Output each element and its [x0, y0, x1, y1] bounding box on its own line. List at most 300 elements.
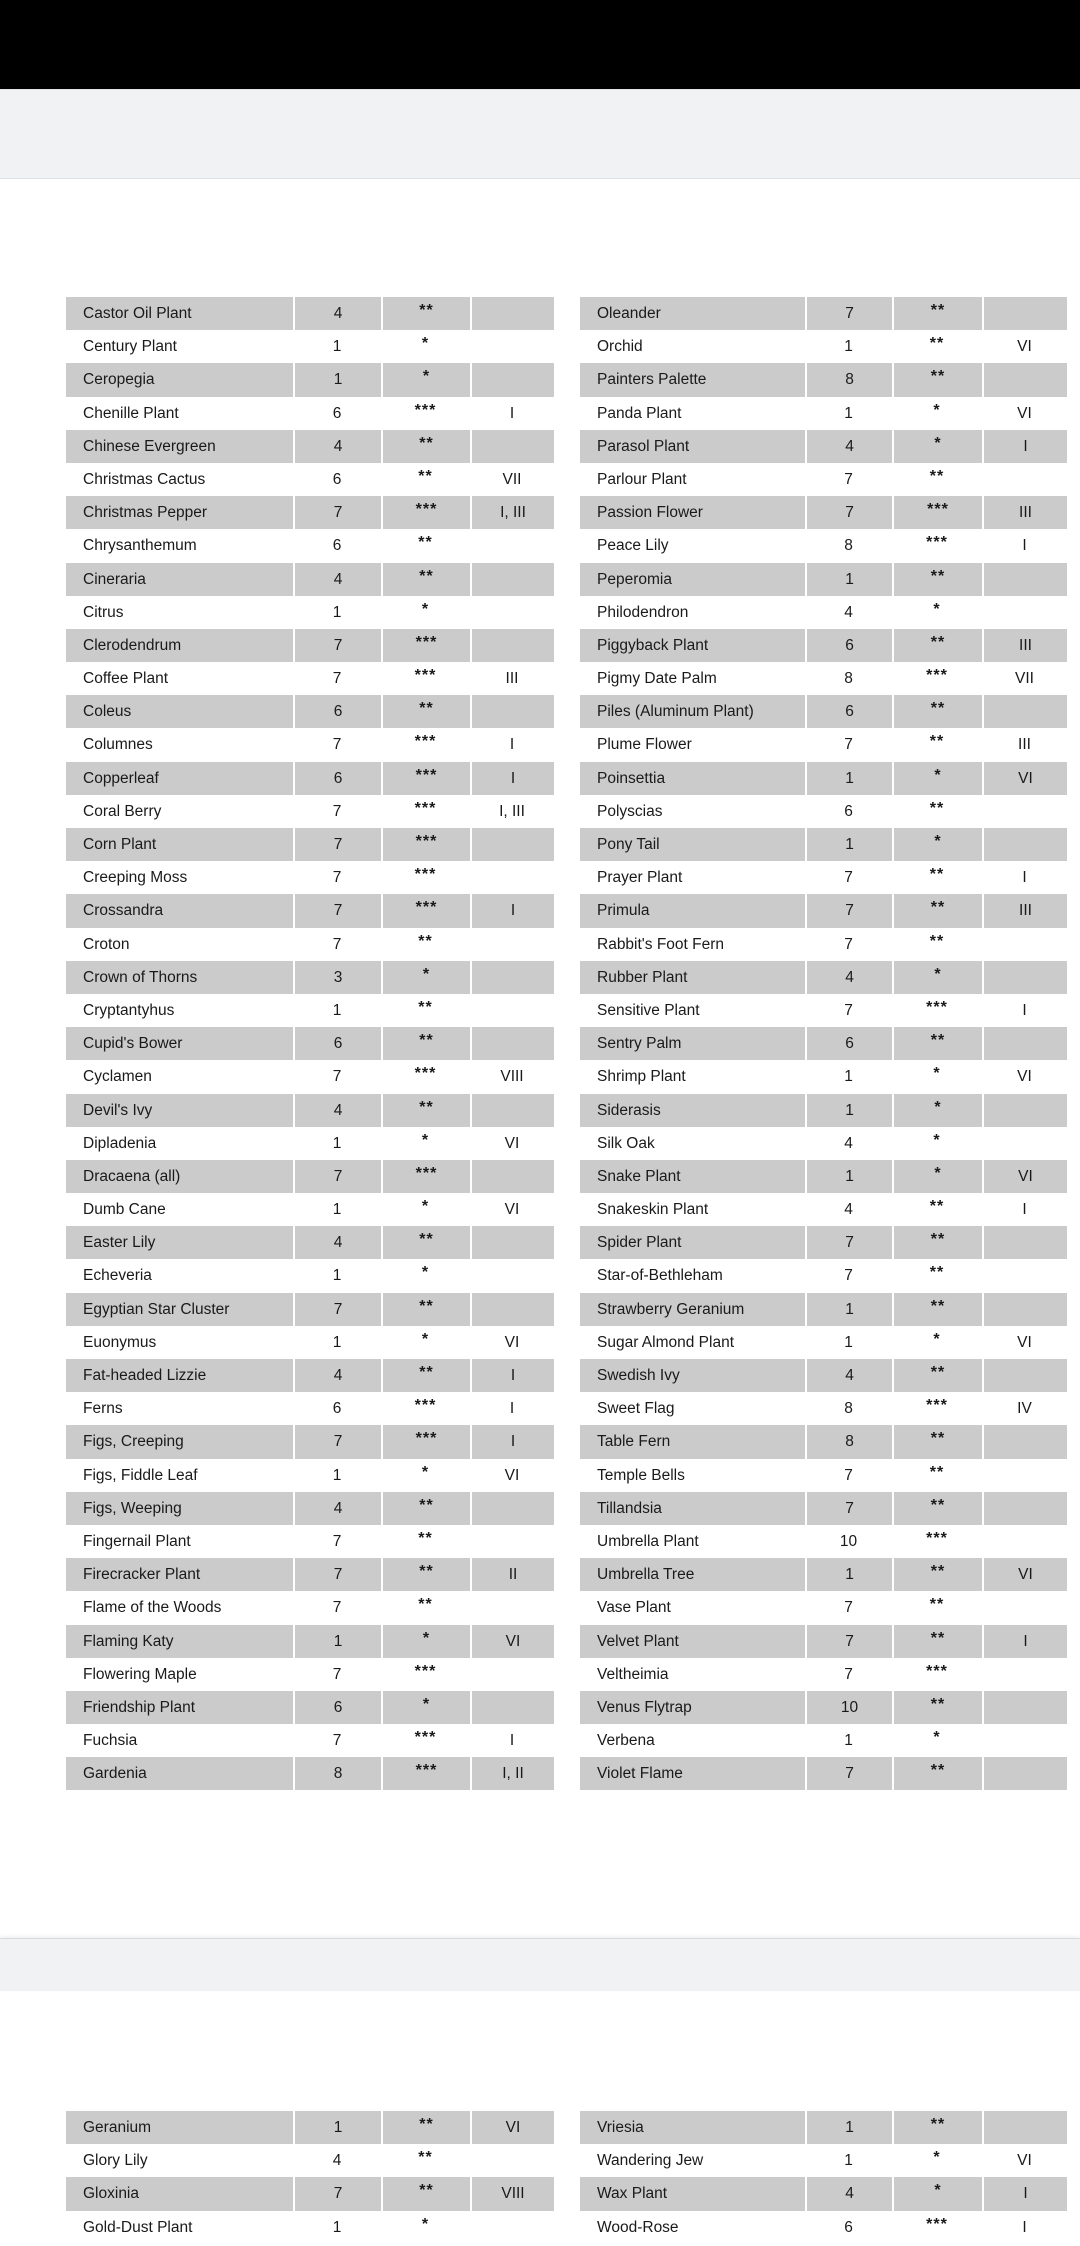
table-row [580, 1127, 1067, 1160]
plant-note: VI [982, 762, 1067, 795]
plant-name: Parlour Plant [597, 470, 687, 488]
table-row [580, 1193, 1067, 1226]
table-row [66, 728, 554, 761]
plant-name: Verbena [597, 1732, 655, 1750]
plant-note: III [1018, 736, 1031, 754]
table-row [580, 1658, 1067, 1691]
plant-note [470, 828, 554, 861]
plant-table-left-page2 [66, 2111, 554, 2244]
plant-rating: ** [892, 1425, 982, 1458]
plant-number: 7 [293, 1558, 381, 1591]
plant-note: I [982, 2177, 1067, 2210]
plant-name: Sensitive Plant [597, 1001, 700, 1019]
plant-rating: ** [892, 1226, 982, 1259]
plant-note [470, 1259, 554, 1292]
plant-note [470, 297, 554, 330]
table-row [66, 1226, 554, 1259]
plant-rating: ** [892, 563, 982, 596]
plant-number: 7 [293, 1293, 381, 1326]
table-row [580, 297, 1067, 330]
table-row [66, 496, 554, 529]
table-row [580, 1027, 1067, 1060]
plant-name: Rubber Plant [580, 961, 805, 994]
plant-name: Cyclamen [83, 1068, 152, 1086]
plant-rating: ** [418, 1529, 433, 1547]
plant-number: 7 [332, 736, 342, 754]
plant-number: 7 [844, 869, 853, 887]
plant-rating: ** [381, 1027, 470, 1060]
table-row [580, 397, 1067, 430]
plant-rating: ** [381, 430, 470, 463]
plant-name: Prayer Plant [597, 869, 683, 887]
plant-number: 6 [293, 1691, 381, 1724]
plant-rating: ** [381, 1558, 470, 1591]
table-row [66, 1160, 554, 1193]
plant-note [470, 430, 554, 463]
table-row [66, 1724, 554, 1757]
plant-name: Vriesia [580, 2111, 805, 2144]
table-row [580, 928, 1067, 961]
plant-note [982, 1492, 1067, 1525]
table-row [66, 695, 554, 728]
plant-name: Wandering Jew [597, 2152, 704, 2170]
plant-name: Sweet Flag [597, 1400, 675, 1418]
plant-rating: ** [892, 1558, 982, 1591]
plant-note: I [509, 1732, 515, 1750]
plant-name: Figs, Weeping [66, 1492, 293, 1525]
plant-number: 7 [844, 736, 853, 754]
table-row [66, 894, 554, 927]
plant-number: 1 [293, 363, 381, 396]
plant-name: Friendship Plant [66, 1691, 293, 1724]
plant-name: Painters Palette [580, 363, 805, 396]
plant-rating: ** [892, 297, 982, 330]
plant-note: I [470, 894, 554, 927]
plant-number: 7 [844, 935, 853, 953]
plant-name: Corn Plant [66, 828, 293, 861]
plant-rating: * [381, 1691, 470, 1724]
table-row [66, 363, 554, 396]
plant-number: 1 [844, 1333, 853, 1351]
plant-note: I [509, 404, 515, 422]
table-row [580, 1591, 1067, 1624]
plant-note: III [982, 894, 1067, 927]
plant-number: 1 [844, 2152, 853, 2170]
page-separator [0, 1938, 1080, 1991]
plant-number: 7 [844, 1001, 853, 1019]
table-row [66, 994, 554, 1027]
plant-rating: *** [381, 496, 470, 529]
plant-name: Flame of the Woods [83, 1599, 222, 1617]
plant-note [982, 828, 1067, 861]
plant-note [470, 1226, 554, 1259]
table-row [66, 1359, 554, 1392]
plant-note: VI [504, 1201, 520, 1219]
plant-number: 7 [332, 670, 342, 688]
plant-note: I, III [470, 496, 554, 529]
plant-rating: *** [414, 799, 437, 817]
plant-note [982, 928, 1067, 961]
plant-name: Christmas Cactus [83, 470, 206, 488]
plant-note [982, 563, 1067, 596]
plant-note [470, 861, 554, 894]
plant-name: Gloxinia [66, 2177, 293, 2210]
plant-note [470, 563, 554, 596]
plant-note [470, 2144, 554, 2177]
plant-number: 6 [332, 537, 342, 555]
table-row [66, 529, 554, 562]
plant-note [982, 1094, 1067, 1127]
plant-note [982, 1359, 1067, 1392]
plant-note [470, 1293, 554, 1326]
plant-note: IV [1017, 1400, 1032, 1418]
plant-note: VIII [470, 2177, 554, 2210]
table-row [580, 529, 1067, 562]
table-row [580, 1293, 1067, 1326]
plant-note [982, 1658, 1067, 1691]
table-row [66, 1658, 554, 1691]
plant-number: 1 [805, 2111, 892, 2144]
plant-note [982, 1293, 1067, 1326]
plant-note: I [1022, 1001, 1027, 1019]
plant-rating: * [933, 2149, 941, 2167]
plant-note: I [509, 736, 515, 754]
plant-name: Chinese Evergreen [66, 430, 293, 463]
plant-rating: *** [926, 534, 948, 552]
plant-number: 8 [844, 537, 853, 555]
plant-number: 7 [293, 2177, 381, 2210]
table-row [580, 662, 1067, 695]
table-row [66, 1459, 554, 1492]
plant-number: 6 [332, 1400, 342, 1418]
table-row [66, 563, 554, 596]
plant-rating: ** [929, 1198, 945, 1216]
plant-rating: * [892, 2177, 982, 2210]
plant-note [982, 1757, 1067, 1790]
plant-rating: *** [414, 1729, 437, 1747]
plant-rating: * [381, 1625, 470, 1658]
plant-rating: ** [929, 1264, 945, 1282]
plant-name: Devil's Ivy [66, 1094, 293, 1127]
plant-number: 7 [805, 496, 892, 529]
plant-number: 7 [332, 869, 342, 887]
plant-number: 8 [805, 363, 892, 396]
plant-rating: ** [892, 1625, 982, 1658]
plant-number: 7 [293, 629, 381, 662]
plant-number: 6 [293, 1027, 381, 1060]
plant-rating: * [421, 335, 430, 353]
table-row [580, 1094, 1067, 1127]
plant-number: 7 [332, 1665, 342, 1683]
table-row [580, 894, 1067, 927]
table-row [66, 1094, 554, 1127]
plant-number: 4 [332, 2152, 342, 2170]
plant-name: Sentry Palm [580, 1027, 805, 1060]
table-row [66, 795, 554, 828]
plant-rating: ** [929, 467, 945, 485]
plant-rating: * [933, 1729, 941, 1747]
plant-number: 7 [332, 1532, 342, 1550]
plant-rating: *** [381, 629, 470, 662]
plant-name: Flowering Maple [83, 1665, 197, 1683]
plant-number: 7 [844, 1599, 853, 1617]
plant-name: Strawberry Geranium [580, 1293, 805, 1326]
plant-note: III [982, 629, 1067, 662]
plant-number: 4 [805, 2177, 892, 2210]
plant-number: 6 [332, 470, 342, 488]
plant-rating: ** [929, 335, 945, 353]
plant-number: 1 [332, 1001, 342, 1019]
plant-rating: * [421, 2215, 430, 2233]
plant-number: 6 [844, 802, 853, 820]
plant-number: 7 [332, 1732, 342, 1750]
table-row [580, 1160, 1067, 1193]
plant-name: Vase Plant [597, 1599, 671, 1617]
table-row [580, 1691, 1067, 1724]
plant-rating: ** [418, 932, 433, 950]
plant-name: Fat-headed Lizzie [66, 1359, 293, 1392]
table-row [580, 1326, 1067, 1359]
table-row [66, 961, 554, 994]
plant-name: Croton [83, 935, 130, 953]
plant-rating: * [421, 1264, 430, 1282]
plant-note: II [470, 1558, 554, 1591]
plant-rating: ** [929, 866, 945, 884]
plant-name: Coleus [66, 695, 293, 728]
table-row [66, 330, 554, 363]
plant-rating: ** [929, 932, 945, 950]
table-row [580, 961, 1067, 994]
plant-name: Crown of Thorns [66, 961, 293, 994]
plant-rating: ** [892, 363, 982, 396]
table-row [66, 1127, 554, 1160]
plant-rating: *** [926, 998, 948, 1016]
plant-name: Ferns [83, 1400, 123, 1418]
plant-name: Egyptian Star Cluster [66, 1293, 293, 1326]
plant-name: Venus Flytrap [580, 1691, 805, 1724]
plant-name: Siderasis [580, 1094, 805, 1127]
plant-rating: * [381, 363, 470, 396]
plant-name: Echeveria [83, 1267, 152, 1285]
table-row [580, 1625, 1067, 1658]
plant-rating: *** [414, 1065, 437, 1083]
plant-rating: ** [892, 1691, 982, 1724]
plant-number: 10 [805, 1691, 892, 1724]
plant-note: I [1022, 537, 1027, 555]
plant-name: Ceropegia [66, 363, 293, 396]
plant-number: 4 [293, 297, 381, 330]
plant-name: Orchid [597, 338, 643, 356]
table-row [580, 1425, 1067, 1458]
plant-note [470, 2211, 554, 2244]
plant-rating: *** [926, 667, 948, 685]
plant-rating: *** [414, 866, 437, 884]
plant-name: Polyscias [597, 802, 663, 820]
plant-number: 7 [805, 1757, 892, 1790]
table-row [580, 1392, 1067, 1425]
table-row [66, 762, 554, 795]
plant-name: Parasol Plant [580, 430, 805, 463]
plant-name: Pigmy Date Palm [597, 670, 717, 688]
plant-number: 7 [805, 894, 892, 927]
plant-name: Chrysanthemum [83, 537, 197, 555]
plant-number: 1 [844, 1732, 853, 1750]
table-row [66, 397, 554, 430]
plant-number: 7 [844, 1267, 853, 1285]
plant-rating: ** [892, 2111, 982, 2144]
plant-name: Columnes [83, 736, 153, 754]
plant-note: III [505, 670, 519, 688]
plant-number: 4 [293, 1094, 381, 1127]
table-row [66, 2177, 554, 2210]
plant-name: Piles (Aluminum Plant) [580, 695, 805, 728]
table-row [580, 994, 1067, 1027]
table-row [66, 1326, 554, 1359]
table-row [66, 2111, 554, 2144]
plant-note [470, 994, 554, 1027]
plant-number: 10 [839, 1532, 858, 1550]
plant-number: 8 [844, 670, 853, 688]
plant-number: 1 [332, 1201, 342, 1219]
plant-note [470, 596, 554, 629]
plant-number: 7 [332, 1068, 342, 1086]
plant-rating: *** [414, 1397, 437, 1415]
plant-name: Euonymus [83, 1333, 157, 1351]
plant-number: 1 [332, 1466, 342, 1484]
table-row [580, 1359, 1067, 1392]
plant-rating: *** [414, 733, 437, 751]
plant-number: 1 [805, 828, 892, 861]
plant-name: Umbrella Plant [597, 1532, 699, 1550]
plant-name: Oleander [580, 297, 805, 330]
table-row [580, 2144, 1067, 2177]
plant-note: VI [470, 1625, 554, 1658]
plant-number: 1 [332, 1333, 342, 1351]
plant-note: VI [1017, 338, 1032, 356]
plant-rating: *** [381, 1757, 470, 1790]
plant-name: Figs, Fiddle Leaf [83, 1466, 198, 1484]
plant-name: Firecracker Plant [66, 1558, 293, 1591]
plant-note [982, 1127, 1067, 1160]
plant-number: 1 [805, 1160, 892, 1193]
plant-rating: * [933, 1065, 941, 1083]
plant-note: VI [1017, 1068, 1032, 1086]
table-row [66, 1591, 554, 1624]
plant-number: 4 [293, 1359, 381, 1392]
plant-note [470, 1658, 554, 1691]
table-row [580, 2177, 1067, 2210]
plant-number: 7 [844, 1466, 853, 1484]
plant-number: 4 [293, 563, 381, 596]
plant-rating: ** [892, 1359, 982, 1392]
plant-number: 6 [805, 1027, 892, 1060]
plant-number: 7 [332, 1599, 342, 1617]
plant-note: VIII [500, 1068, 524, 1086]
plant-rating: * [933, 600, 941, 618]
plant-table-right [580, 297, 1067, 1790]
plant-note: III [982, 496, 1067, 529]
plant-note [982, 1425, 1067, 1458]
plant-note [982, 596, 1067, 629]
plant-note [470, 1691, 554, 1724]
plant-rating: * [892, 762, 982, 795]
plant-rating: ** [418, 467, 433, 485]
plant-name: Snake Plant [580, 1160, 805, 1193]
plant-name: Sugar Almond Plant [597, 1333, 735, 1351]
plant-name: Flaming Katy [66, 1625, 293, 1658]
plant-rating: * [892, 961, 982, 994]
plant-name: Pony Tail [580, 828, 805, 861]
plant-note [470, 1160, 554, 1193]
plant-number: 1 [332, 338, 342, 356]
plant-rating: *** [926, 1662, 948, 1680]
plant-note: VI [1017, 1333, 1032, 1351]
plant-note [982, 1525, 1067, 1558]
plant-number: 1 [332, 603, 342, 621]
plant-number: 7 [293, 828, 381, 861]
plant-number: 1 [805, 1293, 892, 1326]
plant-note [470, 1525, 554, 1558]
plant-name: Umbrella Tree [580, 1558, 805, 1591]
plant-note: I, III [499, 802, 525, 820]
plant-name: Coral Berry [83, 802, 162, 820]
plant-rating: *** [414, 401, 437, 419]
plant-note: I [1022, 1201, 1027, 1219]
plant-rating: ** [418, 534, 433, 552]
table-row [580, 861, 1067, 894]
plant-note: VI [982, 1160, 1067, 1193]
plant-note [470, 695, 554, 728]
plant-number: 1 [805, 762, 892, 795]
plant-name: Cupid's Bower [66, 1027, 293, 1060]
table-row [66, 928, 554, 961]
table-row [66, 1492, 554, 1525]
table-row [580, 1226, 1067, 1259]
plant-number: 1 [805, 1094, 892, 1127]
plant-name: Tillandsia [580, 1492, 805, 1525]
plant-name: Wood-Rose [597, 2218, 679, 2236]
plant-number: 3 [293, 961, 381, 994]
table-row [66, 2144, 554, 2177]
plant-rating: *** [414, 1662, 437, 1680]
plant-rating: ** [381, 1492, 470, 1525]
plant-rating: ** [892, 1027, 982, 1060]
plant-rating: *** [381, 762, 470, 795]
plant-note [982, 1459, 1067, 1492]
plant-number: 4 [293, 1226, 381, 1259]
plant-number: 7 [332, 802, 342, 820]
plant-rating: * [892, 430, 982, 463]
table-row [580, 762, 1067, 795]
plant-number: 8 [805, 1425, 892, 1458]
plant-name: Citrus [83, 603, 124, 621]
plant-note: VI [504, 1333, 520, 1351]
plant-name: Shrimp Plant [597, 1068, 686, 1086]
plant-rating: ** [381, 1094, 470, 1127]
table-row [580, 1525, 1067, 1558]
plant-number: 4 [805, 961, 892, 994]
table-row [66, 2211, 554, 2244]
plant-name: Philodendron [597, 603, 689, 621]
plant-name: Figs, Creeping [66, 1425, 293, 1458]
plant-note: VI [504, 1134, 520, 1152]
plant-rating: *** [926, 1397, 948, 1415]
plant-number: 1 [805, 1558, 892, 1591]
plant-note [470, 529, 554, 562]
plant-name: Wax Plant [580, 2177, 805, 2210]
table-row [580, 596, 1067, 629]
table-row [66, 596, 554, 629]
